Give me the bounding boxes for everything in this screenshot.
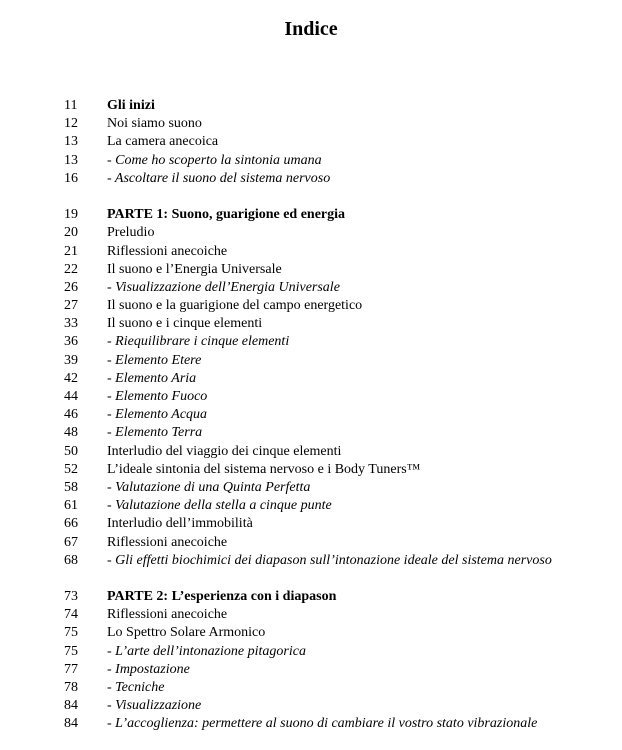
toc-page-number: 22 <box>64 261 78 277</box>
toc-entry[interactable] <box>0 643 622 661</box>
toc-entry[interactable] <box>0 261 622 279</box>
toc-entry-title: - Tecniche <box>107 680 165 695</box>
toc-page-number: 19 <box>64 207 78 223</box>
toc-entry-title: - Valutazione della stella a cinque punte <box>107 498 332 514</box>
toc-entry-title: - Come ho scoperto la sintonia umana <box>107 152 322 168</box>
toc-page-number: 46 <box>64 407 78 423</box>
toc-page-number: 66 <box>64 516 78 532</box>
toc-section <box>0 206 622 570</box>
toc-entry-title: PARTE 2: L’esperienza con i diapason <box>107 589 337 605</box>
toc-entry[interactable] <box>0 388 622 406</box>
toc-page-number: 73 <box>64 589 78 605</box>
toc-entry[interactable] <box>0 461 622 479</box>
toc-page-number: 39 <box>64 352 78 368</box>
toc-page-number: 78 <box>64 680 78 695</box>
toc-page-number: 44 <box>64 389 78 404</box>
toc-page-number: 68 <box>64 552 78 568</box>
toc-entry-title: - Impostazione <box>107 661 190 677</box>
toc-entry[interactable] <box>0 352 622 370</box>
toc-page-number: 84 <box>64 716 78 732</box>
toc-entry[interactable] <box>0 715 622 733</box>
toc-entry-title: Il suono e i cinque elementi <box>107 316 263 332</box>
toc-entry-title: Il suono e la guarigione del campo energetico <box>107 298 363 314</box>
toc-entry[interactable] <box>0 243 622 261</box>
toc-entry-title: L’ideale sintonia del sistema nervoso e i Body Tuners™ <box>107 461 421 477</box>
toc-entry-title: Noi siamo suono <box>107 116 202 132</box>
toc-entry[interactable] <box>0 133 622 151</box>
toc-entry-title: Interludio del viaggio dei cinque elementi <box>107 443 342 459</box>
toc-entry-title: Lo Spettro Solare Armonico <box>107 625 266 641</box>
toc-entry-title: - Valutazione di una Quinta Perfetta <box>107 479 311 495</box>
toc-entry[interactable] <box>0 479 622 497</box>
toc-entry[interactable] <box>0 224 622 242</box>
toc-entry[interactable] <box>0 279 622 297</box>
toc-page-number: 20 <box>64 225 78 241</box>
toc-entry[interactable] <box>0 697 622 715</box>
toc-page-number: 27 <box>64 298 78 314</box>
toc-page-number: 77 <box>64 661 78 677</box>
toc-entry[interactable] <box>0 624 622 642</box>
toc-page-number: 74 <box>64 607 78 623</box>
toc-page-number: 36 <box>64 334 78 350</box>
toc-entry[interactable] <box>0 115 622 133</box>
toc-entry-title: PARTE 1: Suono, guarigione ed energia <box>107 207 346 223</box>
toc-entry[interactable] <box>0 424 622 442</box>
toc-entry[interactable] <box>0 606 622 624</box>
toc-section <box>0 97 622 188</box>
toc-entry-title: - Elemento Terra <box>107 425 203 441</box>
toc-page-number: 75 <box>64 643 78 659</box>
toc-page-number: 12 <box>64 116 78 132</box>
toc-entry-title: - Elemento Fuoco <box>107 389 208 404</box>
toc-entry-title: Preludio <box>107 225 155 241</box>
toc-page-number: 84 <box>64 698 78 714</box>
toc-page-number: 26 <box>64 279 78 295</box>
toc-page-number: 50 <box>64 443 78 459</box>
toc-page-number: 42 <box>64 370 78 386</box>
toc-entry[interactable] <box>0 406 622 424</box>
toc-entry-title: - Visualizzazione dell’Energia Universale <box>107 279 340 295</box>
toc-entry-title: - Visualizzazione <box>107 698 202 714</box>
toc-page-number: 61 <box>64 498 78 514</box>
toc-page-number: 58 <box>64 479 78 495</box>
toc-entry-title: Riflessioni anecoiche <box>107 243 228 259</box>
toc-entry[interactable] <box>0 534 622 552</box>
toc-entry-title: - L’arte dell’intonazione pitagorica <box>107 643 306 659</box>
toc-page-number: 67 <box>64 534 78 550</box>
toc-page-number: 13 <box>64 152 78 168</box>
toc-entry[interactable] <box>0 552 622 570</box>
toc-entry-title: Gli inizi <box>107 98 155 113</box>
toc-page-number: 21 <box>64 243 78 259</box>
toc-entry[interactable] <box>0 206 622 224</box>
toc-page-number: 33 <box>64 316 78 332</box>
page-title: Indice <box>284 18 338 40</box>
toc-entry[interactable] <box>0 679 622 697</box>
toc-entry-title: La camera anecoica <box>107 134 219 150</box>
toc-entry-title: Il suono e l’Energia Universale <box>107 261 282 277</box>
toc-entry-title: - Ascoltare il suono del sistema nervoso <box>107 170 331 186</box>
table-of-contents <box>0 97 622 734</box>
toc-entry[interactable] <box>0 152 622 170</box>
toc-entry[interactable] <box>0 297 622 315</box>
toc-section <box>0 588 622 734</box>
toc-page-number: 16 <box>64 170 78 186</box>
toc-page-number: 11 <box>64 98 78 113</box>
toc-entry[interactable] <box>0 588 622 606</box>
toc-page-number: 75 <box>64 625 78 641</box>
toc-entry[interactable] <box>0 661 622 679</box>
toc-entry-title: - Gli effetti biochimici dei diapason sull’intonazione ideale del sistema nervoso <box>107 552 552 568</box>
toc-entry-title: - Elemento Aria <box>107 370 197 386</box>
toc-entry[interactable] <box>0 370 622 388</box>
toc-entry[interactable] <box>0 97 622 115</box>
toc-page-number: 52 <box>64 461 78 477</box>
toc-entry-title: - Riequilibrare i cinque elementi <box>107 334 290 350</box>
toc-entry[interactable] <box>0 315 622 333</box>
toc-page-number: 48 <box>64 425 78 441</box>
toc-entry-title: Riflessioni anecoiche <box>107 534 228 550</box>
toc-entry[interactable] <box>0 170 622 188</box>
toc-entry[interactable] <box>0 443 622 461</box>
toc-entry[interactable] <box>0 333 622 351</box>
toc-page-number: 13 <box>64 134 78 150</box>
toc-entry[interactable] <box>0 515 622 533</box>
toc-entry-title: Interludio dell’immobilità <box>107 516 253 532</box>
toc-entry-title: - Elemento Etere <box>107 352 202 368</box>
toc-entry-title: - Elemento Acqua <box>107 407 208 423</box>
toc-entry-title: Riflessioni anecoiche <box>107 607 228 623</box>
toc-entry-title: - L’accoglienza: permettere al suono di cambiare il vostro stato vibrazionale <box>107 716 538 732</box>
toc-entry[interactable] <box>0 497 622 515</box>
